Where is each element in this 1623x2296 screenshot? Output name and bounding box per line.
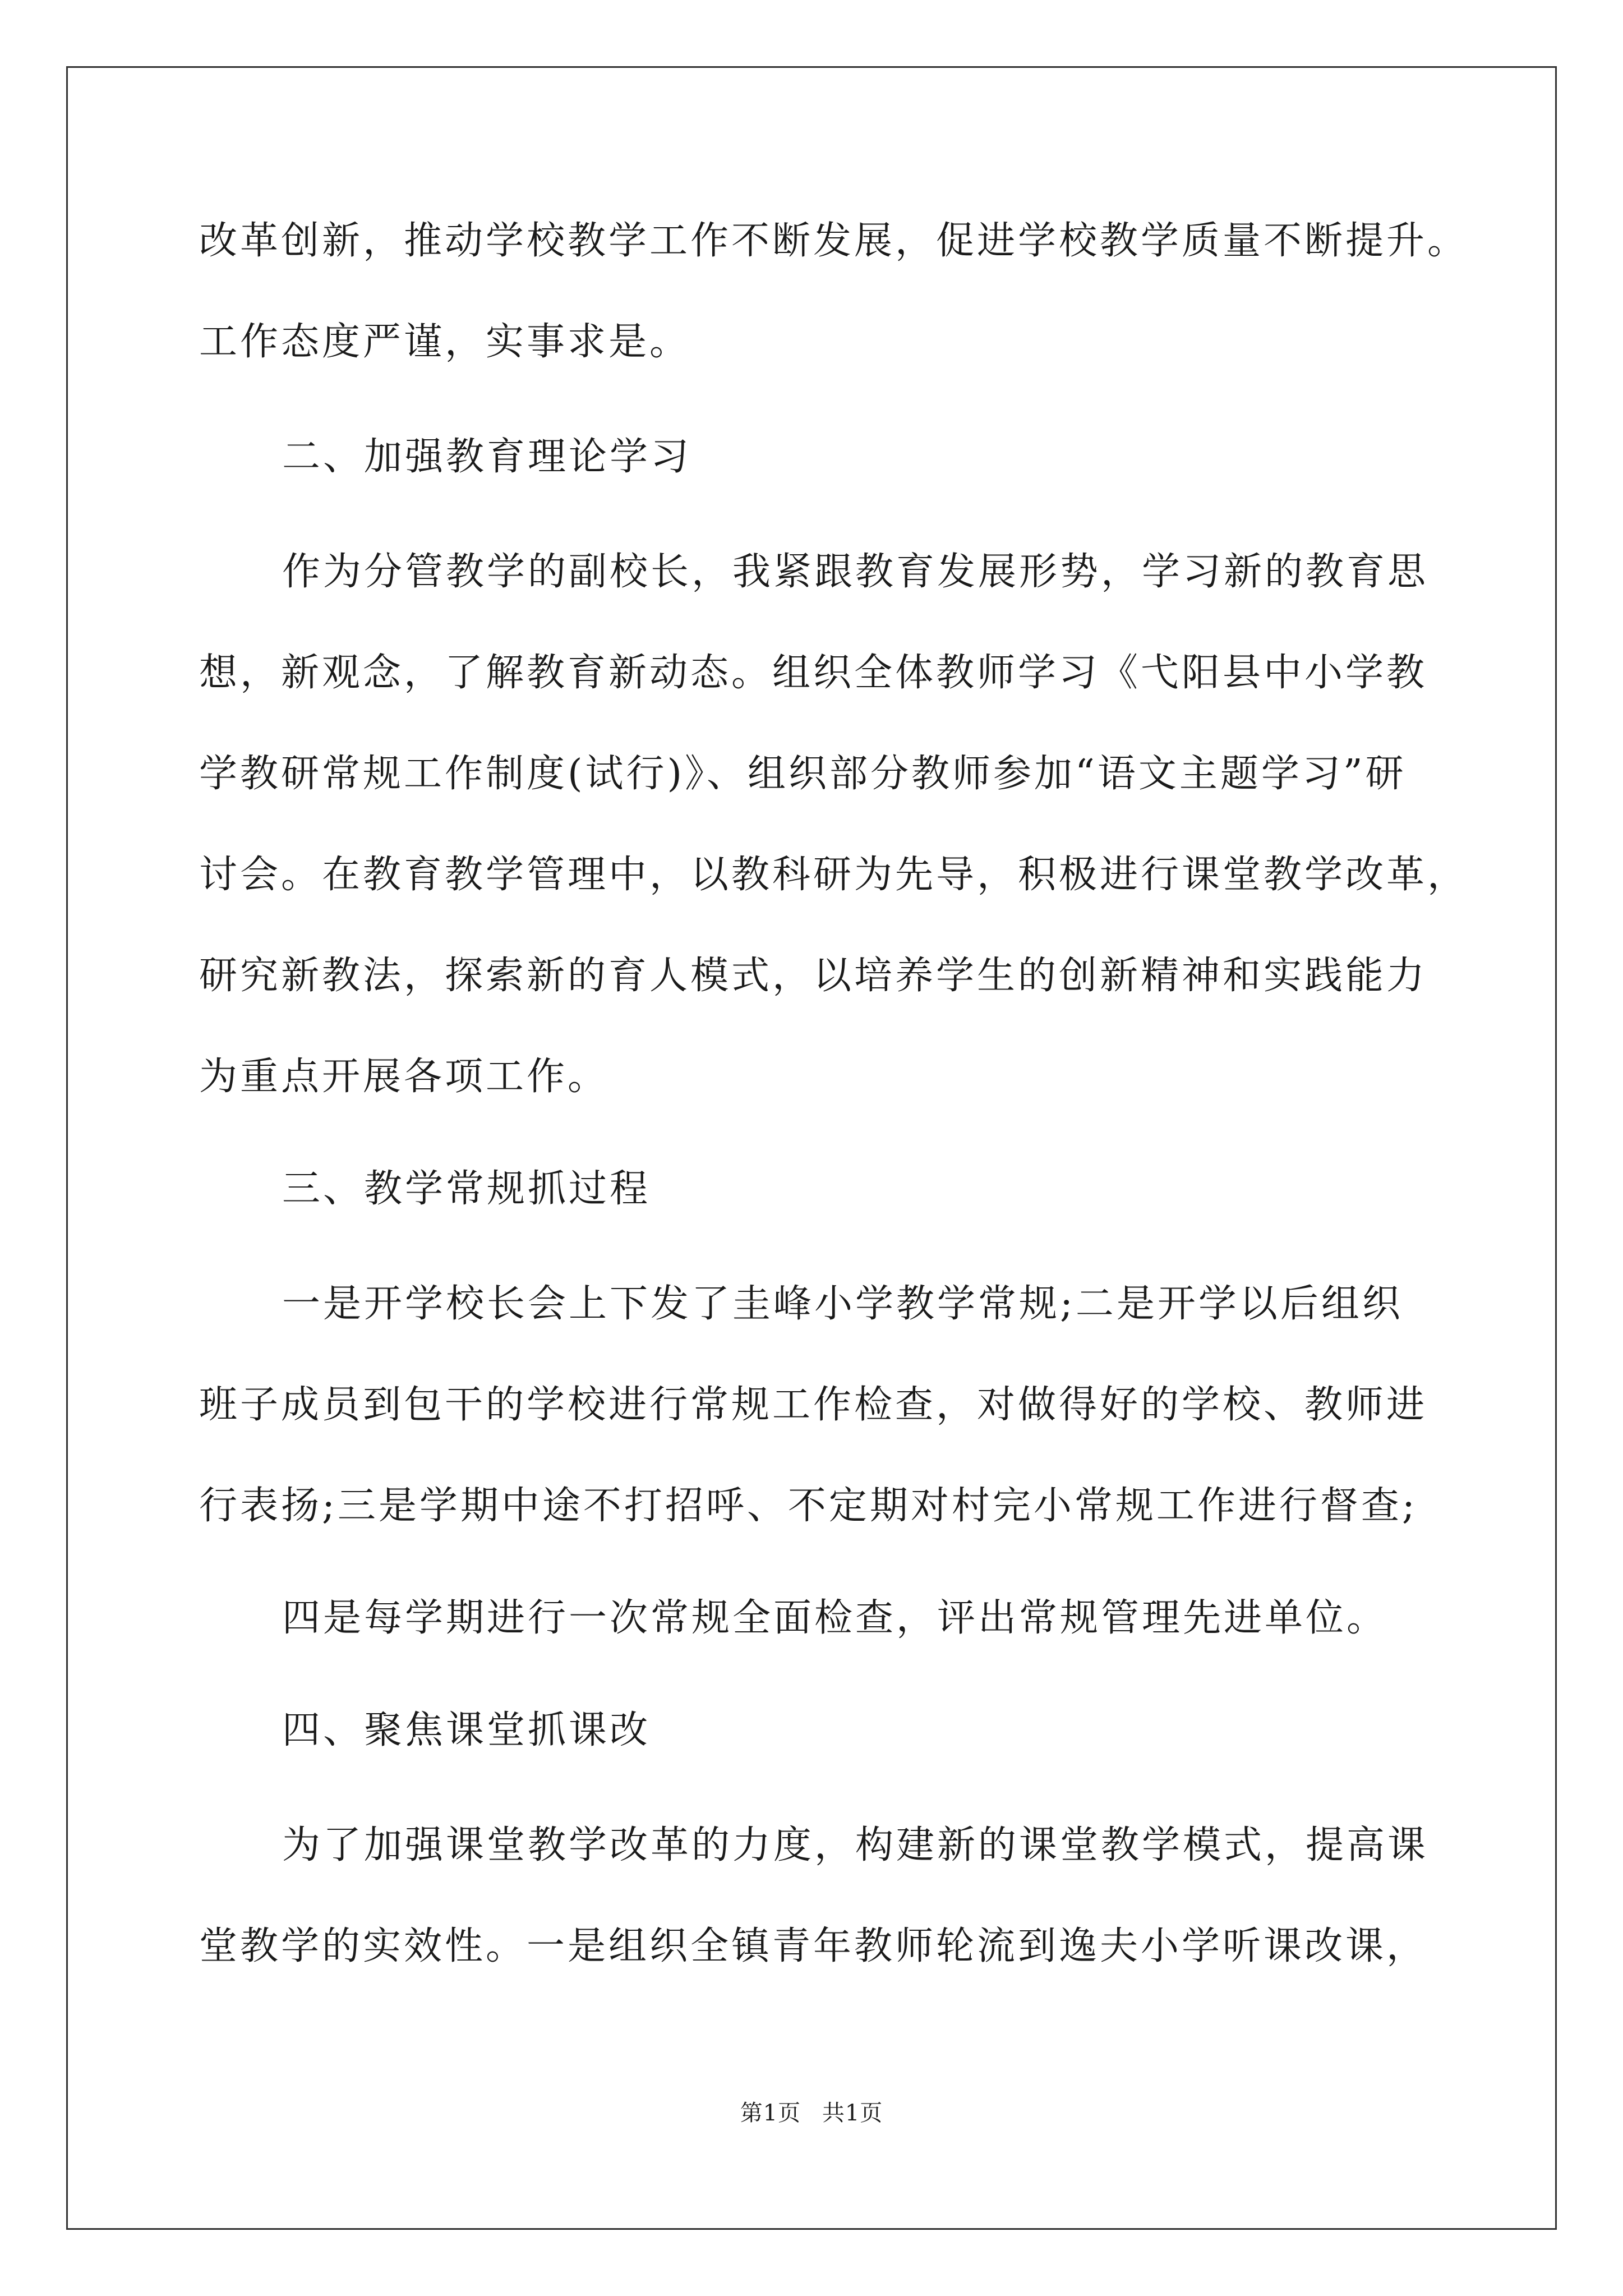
paragraph-line: 堂教学的实效性。一是组织全镇青年教师轮流到逸夫小学听课改课， (199, 1924, 1428, 1968)
paragraph-line: 讨会。在教育教学管理中，以教科研为先导，积极进行课堂教学改革， (199, 853, 1469, 897)
page-footer (0, 2095, 1623, 2127)
section-heading: 三、教学常规抓过程 (282, 1167, 651, 1211)
section-heading: 二、加强教育理论学习 (282, 435, 692, 479)
paragraph-line: 为了加强课堂教学改革的力度，构建新的课堂教学模式，提高课 (282, 1823, 1429, 1867)
page-frame (66, 66, 1557, 2230)
paragraph-line: 作为分管教学的副校长，我紧跟教育发展形势，学习新的教育思 (282, 550, 1429, 594)
paragraph-line: 想，新观念，了解教育新动态。组织全体教师学习《弋阳县中小学教 (199, 651, 1428, 695)
paragraph-line: 研究新教法，探索新的育人模式，以培养学生的创新精神和实践能力 (199, 954, 1428, 998)
paragraph-line: 学教研常规工作制度(试行)》、组织部分教师参加“语文主题学习”研 (199, 752, 1407, 796)
paragraph-line: 为重点开展各项工作。 (199, 1055, 609, 1099)
paragraph-line: 班子成员到包干的学校进行常规工作检查，对做得好的学校、教师进 (199, 1383, 1428, 1427)
paragraph-line: 行表扬;三是学期中途不打招呼、不定期对村完小常规工作进行督查; (199, 1484, 1418, 1528)
paragraph-line: 工作态度严谨，实事求是。 (199, 320, 691, 364)
paragraph-line: 一是开学校长会上下发了圭峰小学教学常规;二是开学以后组织 (282, 1282, 1403, 1326)
page-total: 共1页 (822, 2100, 883, 2126)
section-heading: 四、聚焦课堂抓课改 (282, 1708, 651, 1752)
paragraph-line: 改革创新，推动学校教学工作不断发展，促进学校教学质量不断提升。 (199, 219, 1469, 263)
page-number: 第1页 (740, 2100, 801, 2126)
paragraph-line: 四是每学期进行一次常规全面检查，评出常规管理先进单位。 (282, 1596, 1388, 1640)
